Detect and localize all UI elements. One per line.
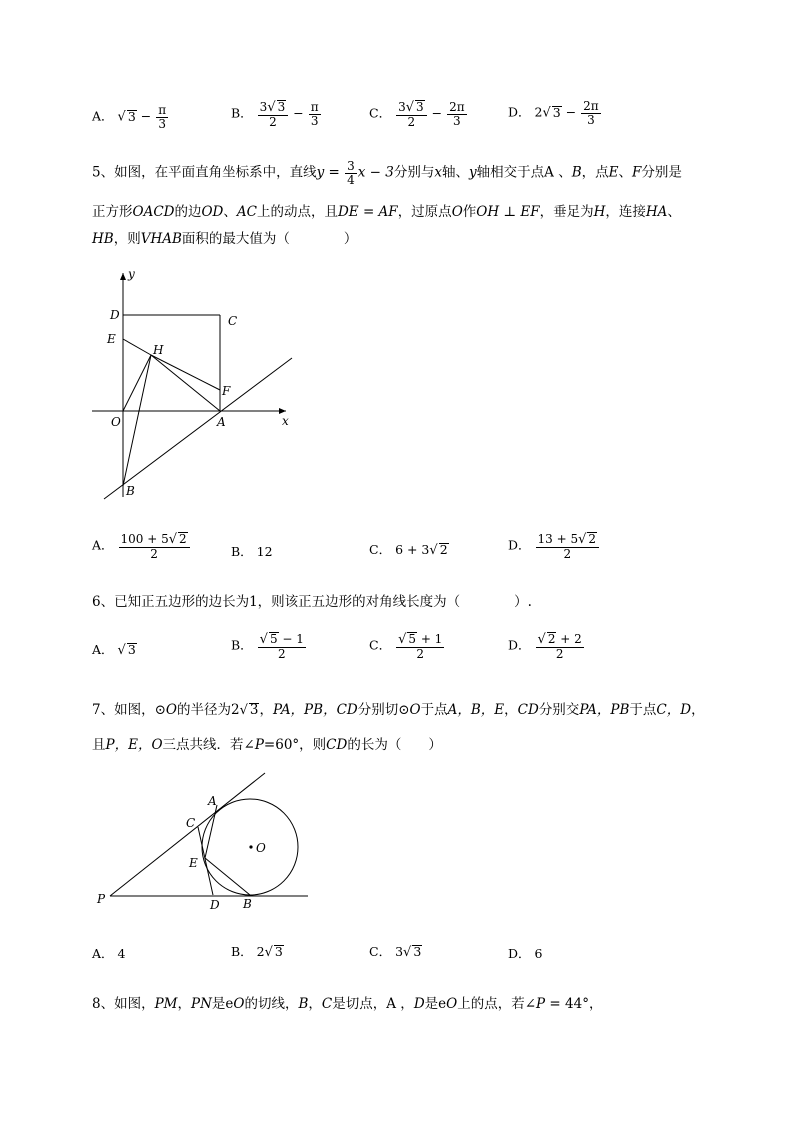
fraction — [119, 532, 190, 560]
segment-ha — [151, 355, 220, 411]
denominator: 2 — [555, 646, 564, 661]
sqrt-sign: √ — [398, 632, 407, 647]
radicand: 3 — [277, 100, 286, 114]
text: ， — [308, 996, 322, 1012]
fraction — [345, 160, 357, 186]
q4-option-c — [369, 100, 468, 128]
expr: − 1 — [278, 632, 304, 646]
var: O — [233, 996, 245, 1012]
option-label: B． — [231, 637, 253, 653]
sqrt-sign: √ — [429, 543, 438, 558]
denominator: 3 — [158, 116, 166, 131]
text: 于点 — [629, 702, 657, 718]
radicand: 5 — [269, 632, 278, 646]
var: HB — [92, 231, 114, 247]
radicand: 5 — [408, 632, 416, 646]
var: OACD — [132, 204, 175, 220]
value: 6 + 3 — [395, 542, 430, 557]
label-f: F — [222, 384, 231, 398]
text: 的长为（ ） — [347, 737, 442, 753]
var: C，D — [656, 702, 692, 718]
text: ，过原点 — [397, 204, 452, 220]
circle-symbol: e — [225, 996, 234, 1012]
text: ，点 — [581, 164, 609, 181]
segment-cd — [198, 827, 213, 895]
sqrt-sign: √ — [537, 632, 546, 647]
var: P，E，O — [105, 737, 163, 753]
var: P — [254, 737, 264, 753]
var: E — [608, 164, 619, 181]
q5-option-a — [92, 532, 191, 560]
text: 5、如图，在平面直角坐标系中，直线 — [92, 164, 317, 181]
var: A，B，E — [447, 702, 505, 718]
q5-option-d — [508, 532, 600, 560]
numerator — [396, 100, 427, 116]
option-label: A． — [92, 108, 114, 124]
q5-option-c — [369, 540, 449, 558]
denominator: 3 — [310, 113, 319, 128]
segment-oh — [123, 355, 151, 411]
fraction — [258, 100, 289, 128]
text: 于点 — [420, 702, 448, 718]
text: 的半径为2 — [176, 702, 240, 718]
numerator — [536, 632, 584, 648]
text: 分别切⊙ — [357, 702, 410, 718]
label-h: H — [153, 343, 164, 357]
numerator: 2π — [449, 100, 465, 115]
var: x — [434, 164, 443, 181]
text: ， — [504, 702, 518, 718]
q6-option-c — [369, 632, 445, 660]
coef: 3 — [395, 944, 404, 959]
var: F — [631, 164, 642, 181]
text: 分别与 — [393, 164, 435, 181]
segment-eh — [123, 339, 151, 355]
option-label: B． — [231, 544, 253, 559]
sqrt-sign: √ — [267, 100, 276, 115]
numerator: π — [310, 100, 319, 115]
sqrt-sign: √ — [239, 703, 248, 718]
var: B — [571, 164, 582, 181]
text: 上的点，若∠ — [457, 996, 537, 1012]
label-a: A — [217, 415, 226, 429]
q6-text: 6、已知正五边形的边长为1，则该正五边形的对角线长度为（ ）. — [92, 594, 532, 610]
minus-sign: − — [565, 104, 577, 120]
circle-symbol: e — [438, 996, 447, 1012]
radicand: 3 — [249, 702, 259, 718]
q7-option-b — [231, 942, 284, 960]
q6-option-d — [508, 632, 585, 660]
radicand: 3 — [416, 100, 424, 114]
sqrt-sign: √ — [117, 643, 126, 658]
expr: 13 + 5 — [537, 532, 579, 546]
coef: 2 — [256, 944, 265, 959]
label-a: A — [208, 794, 217, 808]
text: ，则 — [113, 231, 141, 247]
radicand: 3 — [127, 642, 136, 657]
numerator — [396, 632, 444, 648]
var: PN — [191, 996, 212, 1012]
fraction — [447, 101, 467, 127]
text: 作 — [462, 204, 477, 220]
q5-option-b — [231, 542, 273, 560]
text: ， — [259, 702, 273, 718]
coef: 3 — [259, 100, 268, 114]
numerator: 3 — [347, 159, 355, 173]
text: 分别交 — [538, 702, 580, 718]
label-o: O — [111, 415, 121, 429]
radicand: 3 — [127, 108, 136, 124]
var: D — [413, 996, 425, 1012]
var: VHAB — [140, 231, 182, 247]
option-label: A． — [92, 946, 114, 961]
label-o: O — [256, 841, 266, 855]
text: 是 — [211, 996, 226, 1012]
expr: x − 3 — [357, 164, 394, 181]
fraction — [156, 104, 168, 130]
numerator: π — [158, 103, 167, 117]
expr: + 1 — [417, 632, 443, 646]
q7-option-d — [508, 944, 542, 962]
option-label: D． — [508, 946, 531, 961]
fraction — [396, 100, 427, 128]
sqrt-sign: √ — [578, 532, 587, 547]
tangent-pa — [110, 773, 265, 896]
text: 轴、 — [442, 164, 470, 181]
radicand: 2 — [547, 632, 556, 646]
option-label: D． — [508, 537, 531, 553]
var: O — [451, 204, 463, 220]
text: =60°，则 — [263, 737, 327, 753]
var: y — [316, 164, 325, 181]
q7-figure — [90, 765, 320, 915]
option-label: D． — [508, 637, 531, 653]
var: O — [446, 996, 458, 1012]
denominator: 3 — [587, 112, 595, 127]
sqrt-sign: √ — [117, 109, 126, 125]
q6-option-b — [231, 632, 307, 660]
radicand: 3 — [413, 944, 422, 959]
var: B — [298, 996, 309, 1012]
value: 6 — [534, 946, 543, 961]
label-b: B — [243, 897, 252, 911]
label-y: y — [128, 267, 135, 281]
text: 正方形 — [92, 204, 133, 220]
expr: DE = AF — [337, 204, 398, 220]
radicand: 2 — [588, 532, 597, 546]
text: ，连接 — [605, 204, 646, 220]
numerator: 2π — [583, 99, 599, 113]
segment-ae — [205, 805, 217, 858]
option-label: C． — [369, 637, 392, 653]
option-label: B． — [231, 944, 253, 959]
q6-option-a — [92, 640, 137, 658]
numerator — [258, 632, 306, 648]
denominator: 2 — [269, 114, 277, 129]
var: PA，PB — [579, 702, 630, 718]
text: 的切线， — [244, 996, 299, 1012]
option-label: C． — [369, 542, 392, 557]
var: AC — [236, 204, 257, 220]
center-dot — [249, 845, 252, 848]
radicand: 2 — [179, 532, 187, 546]
q5-figure — [90, 265, 310, 505]
expr: 100 + 5 — [120, 532, 169, 546]
text: 、 — [618, 164, 632, 181]
text: 7、如图，⊙ — [92, 702, 166, 718]
segment-hf — [151, 355, 220, 390]
var: PA，PB，CD — [272, 702, 358, 718]
fraction — [536, 532, 600, 560]
text: 三点共线．若∠ — [162, 737, 255, 753]
minus-sign: − — [431, 105, 443, 121]
denominator: 2 — [416, 646, 425, 661]
fraction — [258, 632, 306, 660]
sqrt-sign: √ — [403, 945, 412, 960]
expr: OH ⊥ EF — [476, 204, 540, 220]
option-label: B． — [231, 105, 253, 121]
sqrt-sign: √ — [264, 945, 273, 960]
q8-line-1 — [92, 992, 602, 1012]
q5-line-3 — [92, 227, 357, 247]
label-p: P — [97, 892, 106, 906]
radicand: 3 — [552, 104, 561, 120]
var: C — [321, 996, 333, 1012]
label-e: E — [107, 332, 116, 346]
var: P — [536, 996, 546, 1012]
text: 上的动点，且 — [256, 204, 338, 220]
denominator: 2 — [150, 546, 158, 561]
text: 的边 — [174, 204, 202, 220]
expr: + 2 — [556, 632, 582, 646]
label-b: B — [126, 484, 135, 498]
text: = 44°， — [545, 996, 603, 1012]
q5-line-1 — [92, 160, 682, 186]
minus-sign: − — [140, 108, 152, 124]
numerator — [119, 532, 190, 548]
var: O — [409, 702, 421, 718]
q7-option-c — [369, 942, 422, 960]
denominator: 2 — [277, 646, 286, 661]
label-c: C — [228, 314, 238, 328]
text: 分别是 — [641, 164, 682, 181]
coef: 2 — [534, 104, 543, 120]
var: y — [469, 164, 477, 181]
sqrt-sign: √ — [542, 105, 551, 121]
text: ，垂足为 — [539, 204, 594, 220]
value: 4 — [117, 946, 126, 961]
option-label: D． — [508, 104, 531, 120]
label-d: D — [110, 308, 120, 322]
text: 轴相交于点A 、 — [476, 164, 572, 181]
q7-line-1 — [92, 698, 705, 718]
var: OD — [201, 204, 224, 220]
var: H — [593, 204, 606, 220]
text: 、 — [667, 204, 681, 220]
numerator — [258, 100, 289, 116]
numerator — [536, 532, 600, 548]
fraction — [396, 632, 444, 660]
text: 且 — [92, 737, 106, 753]
denominator: 3 — [453, 113, 461, 128]
label-e: E — [189, 856, 198, 870]
radicand: 2 — [439, 542, 448, 557]
var: O — [165, 702, 177, 718]
q5-line-2 — [92, 200, 681, 220]
q4-option-a — [92, 104, 169, 130]
text: 面积的最大值为（ ） — [181, 231, 358, 247]
denominator: 2 — [407, 114, 416, 129]
fraction — [309, 101, 321, 127]
var: PM — [154, 996, 178, 1012]
coef: 3 — [398, 100, 406, 114]
text: ， — [691, 702, 705, 718]
text: 、 — [223, 204, 237, 220]
fraction — [581, 100, 601, 126]
text: 是切点，A ， — [332, 996, 414, 1012]
var: HA — [645, 204, 668, 220]
text: 是 — [424, 996, 439, 1012]
option-label: C． — [369, 105, 392, 121]
denominator: 4 — [347, 172, 355, 187]
denominator: 2 — [563, 546, 572, 561]
minus-sign: − — [293, 105, 304, 121]
sqrt-sign: √ — [405, 100, 414, 115]
q7-line-2 — [92, 733, 442, 753]
label-x: x — [282, 414, 289, 428]
sqrt-sign: √ — [259, 632, 268, 647]
option-label: A． — [92, 537, 114, 553]
text: ， — [177, 996, 192, 1012]
option-label: C． — [369, 944, 392, 959]
sqrt-sign: √ — [168, 532, 178, 547]
option-label: A． — [92, 642, 114, 657]
label-d: D — [210, 898, 220, 912]
text: 8、如图， — [92, 996, 155, 1012]
label-c: C — [186, 816, 196, 830]
q4-option-b — [231, 100, 322, 128]
radicand: 3 — [274, 944, 283, 959]
fraction — [536, 632, 584, 660]
value: 12 — [256, 544, 273, 559]
q4-option-d — [508, 100, 602, 126]
var: CD — [517, 702, 539, 718]
text: = — [324, 164, 345, 181]
q7-option-a — [92, 944, 125, 962]
var: CD — [326, 737, 348, 753]
